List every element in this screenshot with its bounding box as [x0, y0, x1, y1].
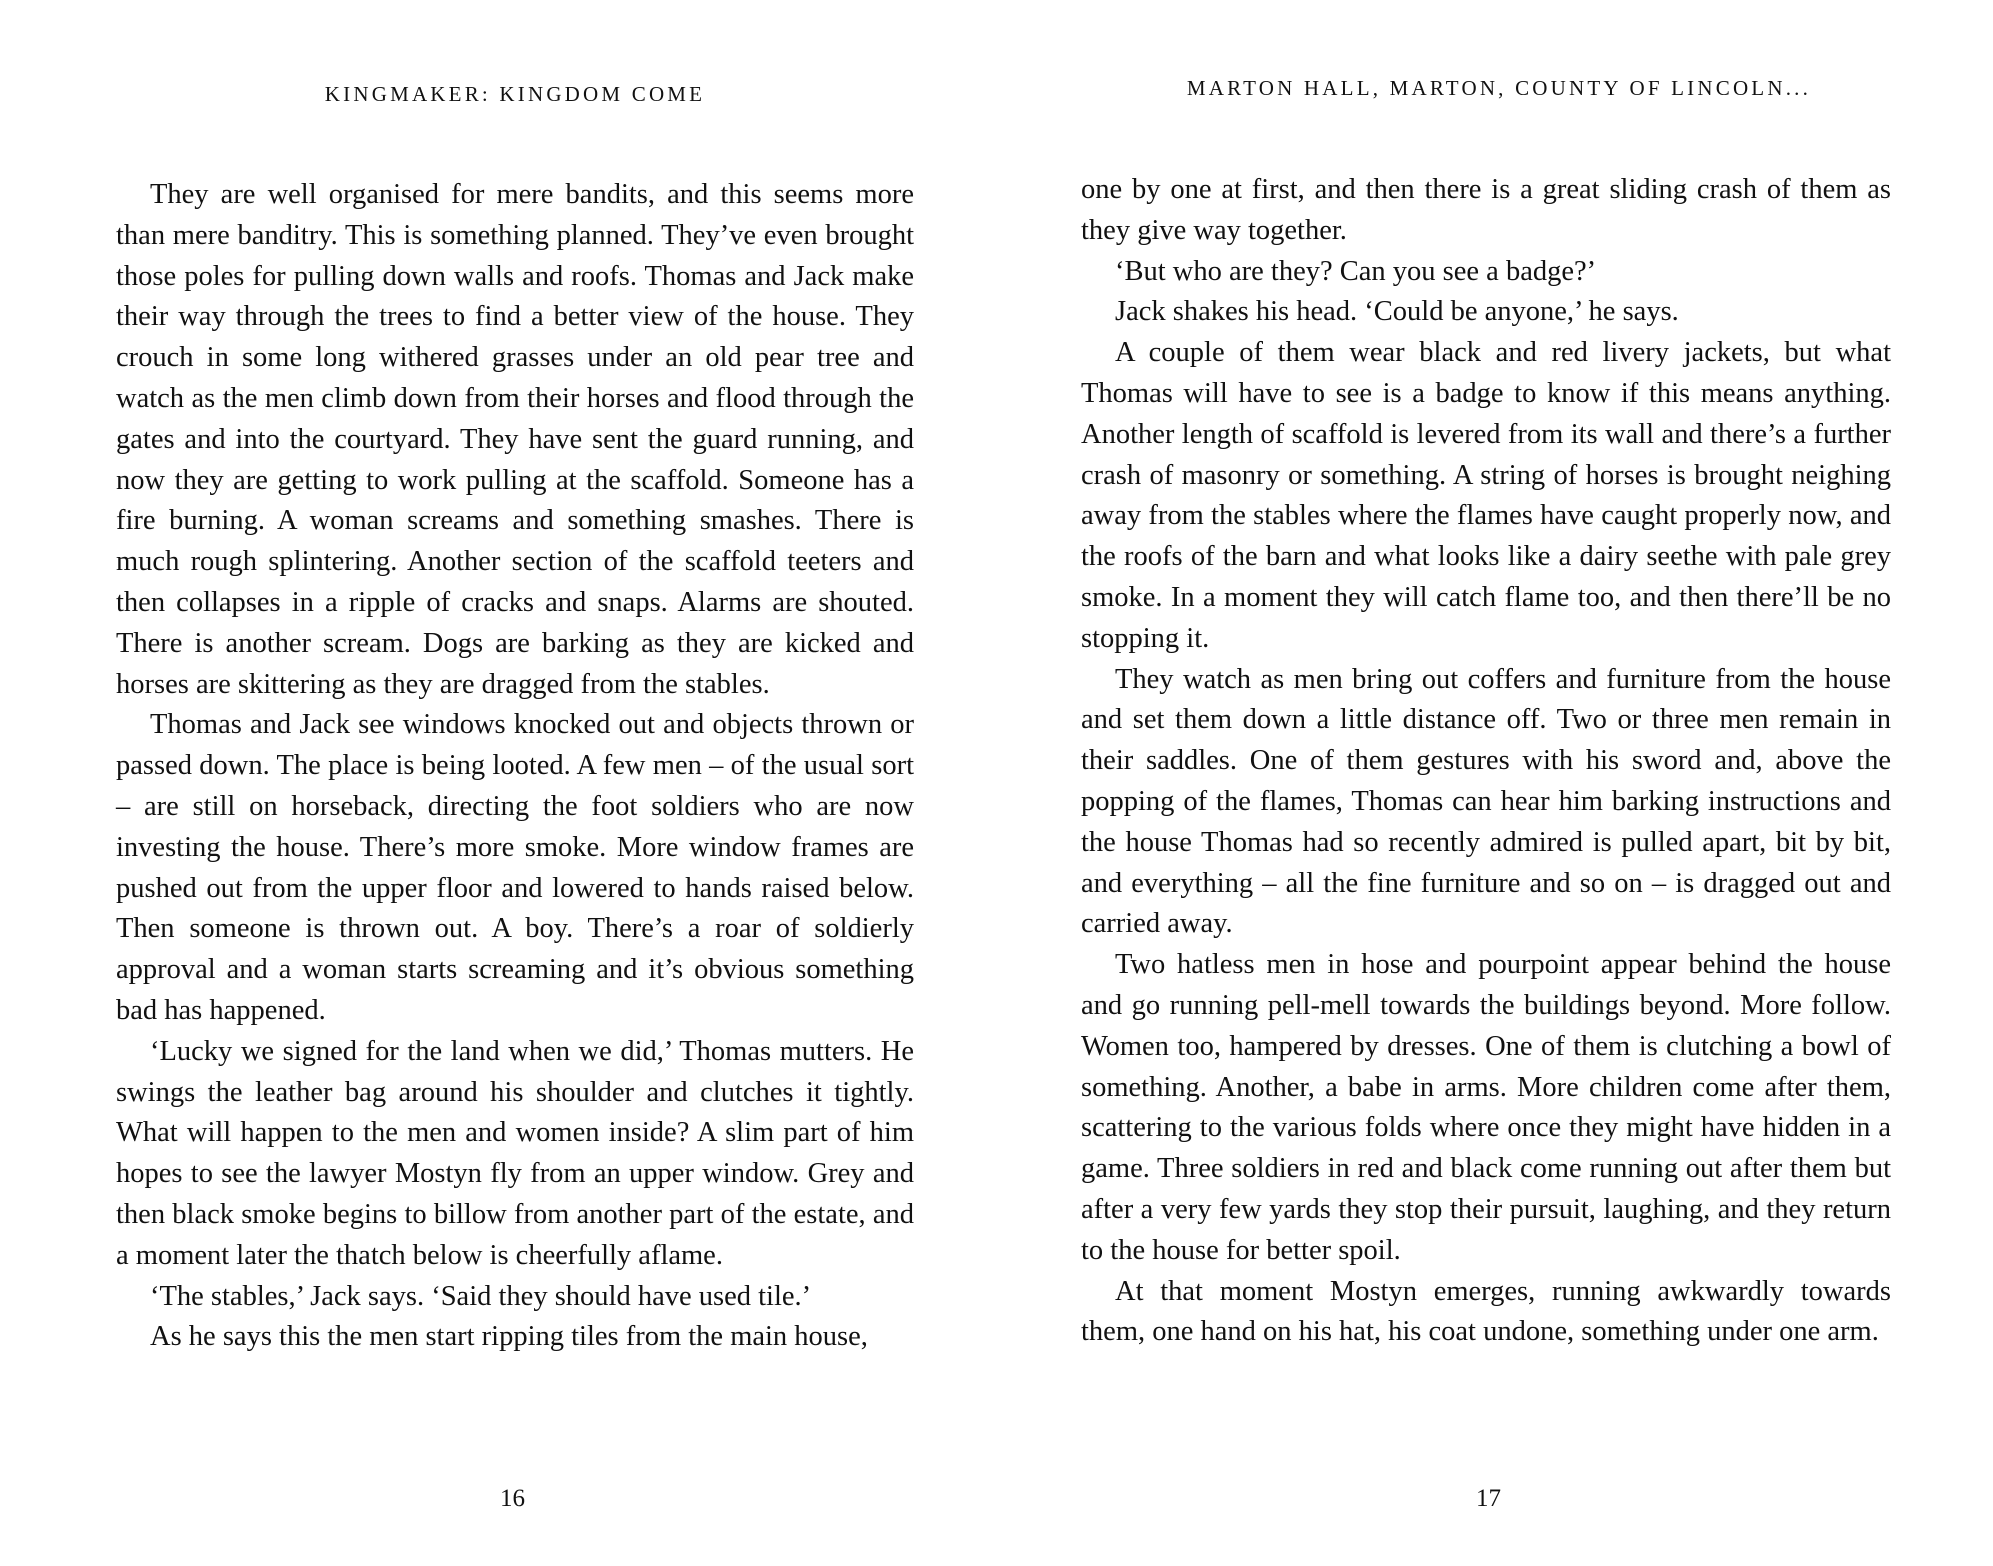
paragraph: ‘The stables,’ Jack says. ‘Said they should have used tile.’	[150, 1280, 812, 1312]
paragraph: Thomas and Jack see windows knocked out and objects thrown or passed down. The place is being looted. A few men – of the usual sort – are still on horseback, directing the foot soldiers who are now investing the house. There’s more smoke. More window frames are pushed out from the upper floor and lowered to hands raised below. Then someone is thrown out. A boy. There’s a roar of soldierly approval and a woman starts screaming and it’s obvious something bad has happened.	[116, 709, 914, 1026]
paragraph: As he says this the men start ripping tiles from the main house,	[150, 1321, 868, 1353]
continuation-paragraph: one by one at first, and then there is a great sliding crash of them as they give way together.	[1081, 174, 1891, 246]
right-page	[996, 0, 1992, 1566]
paragraph: They are well organised for mere bandits, and this seems more than mere banditry. This is something planned. They’ve even brought those poles for pulling down walls and roofs. Thomas and Jack make their way through the trees to find a better view of the house. They crouch in some long withered grasses under an old pear tree and watch as the men climb down from their horses and flood through the gates and into the courtyard. They have sent the guard running, and now they are getting to work pulling at the scaffold. Someone has a fire burning. A woman screams and something smashes. There is much rough splintering. Another section of the scaffold teeters and then collapses in a ripple of cracks and snaps. Alarms are shouted. There is another scream. Dogs are barking as they are kicked and horses are skittering as they are dragged from the stables.	[116, 179, 914, 700]
body-text-left	[116, 175, 914, 1358]
paragraph: ‘But who are they? Can you see a badge?’	[1115, 255, 1597, 287]
running-head-left: KINGMAKER: KINGDOM COME	[324, 82, 706, 106]
body-text-right	[1081, 170, 1891, 1353]
paragraph: At that moment Mostyn emerges, running awkwardly towards them, one hand on his hat, his coat undone, something under one arm.	[1081, 1275, 1891, 1348]
paragraph: ‘Lucky we signed for the land when we did,’ Thomas mutters. He swings the leather bag around his shoulder and clutches it tightly. What will happen to the men and women inside? A slim part of him hopes to see the lawyer Mostyn fly from an upper window. Grey and then black smoke begins to billow from another part of the estate, and a moment later the thatch below is cheerfully aflame.	[116, 1035, 914, 1271]
paragraph: A couple of them wear black and red livery jackets, but what Thomas will have to see is a badge to know if this means anything. Another length of scaffold is levered from its wall and there’s a further crash of masonry or something. A string of horses is brought neighing away from the stables where the flames have caught properly now, and the roofs of the barn and what looks like a dairy seethe with pale grey smoke. In a moment they will catch flame too, and then there’ll be no stopping it.	[1081, 337, 1891, 654]
paragraph: Two hatless men in hose and pourpoint appear behind the house and go running pell-mell towards the buildings beyond. More follow. Women too, hampered by dresses. One of them is clutching a bowl of something. Another, a babe in arms. More children come after them, scattering to the various folds where once they might have hidden in a game. Three soldiers in red and black come running out after them but after a very few yards they stop their pursuit, laughing, and they return to the house for better spoil.	[1081, 949, 1891, 1266]
paragraph: They watch as men bring out coffers and furniture from the house and set them down a little distance off. Two or three men remain in their saddles. One of them gestures with his sword and, above the popping of the flames, Thomas can hear him barking instructions and the house Thomas had so recently admired is pulled apart, bit by bit, and everything – all the fine furniture and so on – is dragged out and carried away.	[1081, 663, 1891, 940]
running-head-right: MARTON HALL, MARTON, COUNTY OF LINCOLN...	[1186, 76, 1812, 100]
page-number-right: 17	[1476, 1485, 1501, 1512]
paragraph: Jack shakes his head. ‘Could be anyone,’ he says.	[1115, 296, 1679, 328]
left-page	[0, 0, 996, 1566]
page-number-left: 16	[500, 1485, 525, 1512]
